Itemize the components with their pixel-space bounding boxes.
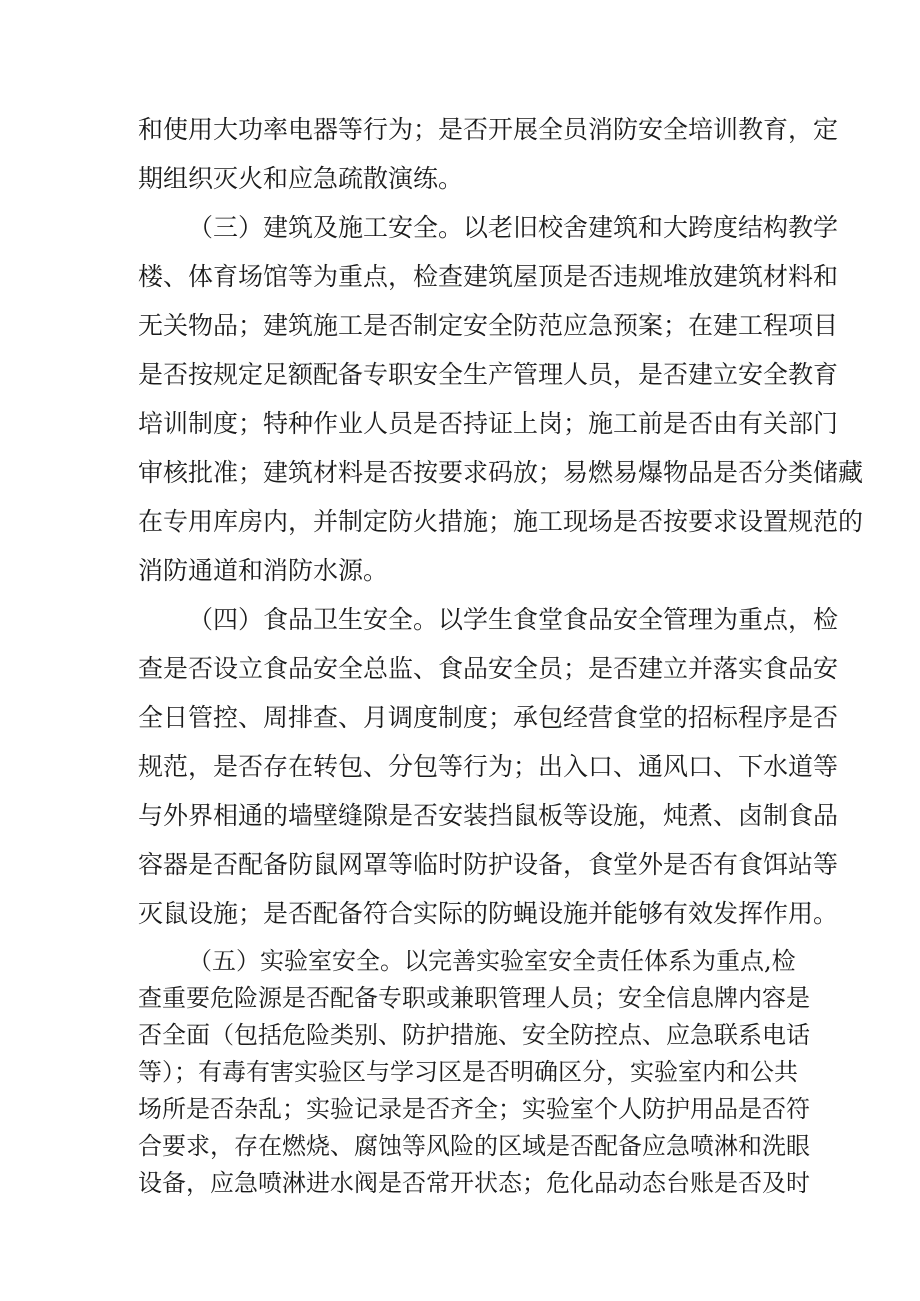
text-line: 否全面（包括危险类别、防护措施、安全防控点、应急联系电话 [138, 1021, 810, 1049]
text-line: 合要求，存在燃烧、腐蚀等风险的区域是否配备应急喷淋和洗眼 [138, 1132, 810, 1160]
text-line: 培训制度；特种作业人员是否持证上岗；施工前是否由有关部门 [138, 409, 839, 438]
text-line: 在专用库房内，并制定防火措施；施工现场是否按要求设置规范的 [138, 507, 864, 536]
text-line: 期组织灭火和应急疏散演练。 [138, 164, 464, 193]
text-line: 和使用大功率电器等行为；是否开展全员消防安全培训教育，定 [138, 115, 839, 144]
text-line: 无关物品；建筑施工是否制定安全防范应急预案；在建工程项目 [138, 311, 839, 340]
paragraph-heading-line: （三）建筑及施工安全。以老旧校舍建筑和大跨度结构教学 [188, 213, 839, 242]
text-line: 楼、体育场馆等为重点，检查建筑屋顶是否违规堆放建筑材料和 [138, 262, 839, 291]
text-line: 消防通道和消防水源。 [138, 556, 389, 585]
text-line: 场所是否杂乱；实验记录是否齐全；实验室个人防护用品是否符 [138, 1095, 810, 1123]
text-line: 容器是否配备防鼠网罩等临时防护设备，食堂外是否有食饵站等 [138, 850, 839, 879]
text-line: 全日管控、周排查、月调度制度；承包经营食堂的招标程序是否 [138, 703, 839, 732]
paragraph-heading-line: （五）实验室安全。以完善实验室安全责任体系为重点,检 [188, 947, 796, 975]
text-line: 是否按规定足额配备专职安全生产管理人员，是否建立安全教育 [138, 360, 839, 389]
text-line: 审核批准；建筑材料是否按要求码放；易燃易爆物品是否分类储藏 [138, 458, 864, 487]
text-line: 灭鼠设施；是否配备符合实际的防蝇设施并能够有效发挥作用。 [138, 899, 839, 928]
text-line: 与外界相通的墙壁缝隙是否安装挡鼠板等设施，炖煮、卤制食品 [138, 801, 839, 830]
paragraph-heading-line: （四）食品卫生安全。以学生食堂食品安全管理为重点，检 [188, 605, 839, 634]
text-line: 设备，应急喷淋进水阀是否常开状态；危化品动态台账是否及时 [138, 1169, 810, 1197]
text-line: 规范，是否存在转包、分包等行为；出入口、通风口、下水道等 [138, 752, 839, 781]
text-line: 查是否设立食品安全总监、食品安全员；是否建立并落实食品安 [138, 654, 839, 683]
text-line: 等）；有毒有害实验区与学习区是否明确区分，实验室内和公共 [138, 1058, 798, 1086]
text-line: 查重要危险源是否配备专职或兼职管理人员；安全信息牌内容是 [138, 984, 810, 1012]
